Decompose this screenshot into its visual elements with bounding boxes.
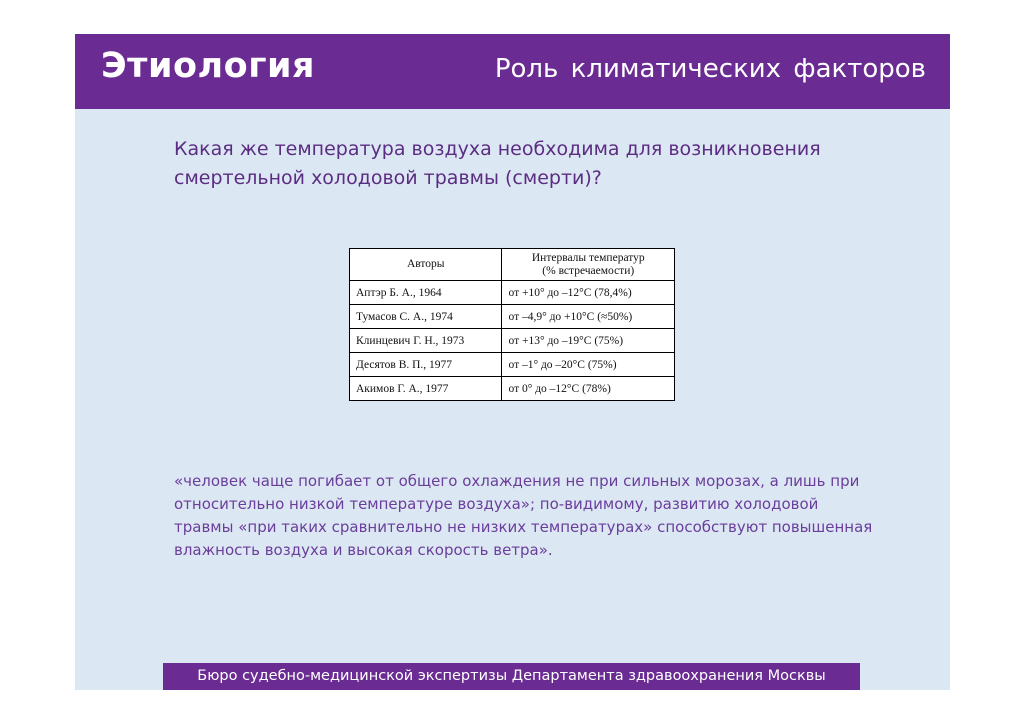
cell-author: Аптэр Б. А., 1964 [350, 281, 502, 305]
header-intervals-line2: (% встречаемости) [542, 264, 635, 277]
cell-interval: от +13° до –19°С (75%) [502, 329, 675, 353]
section-title: Этиология [101, 46, 316, 86]
header-authors: Авторы [350, 249, 502, 281]
slide-subtitle: Роль климатических факторов [494, 54, 926, 84]
temperature-table [349, 248, 675, 401]
question-text: Какая же температура воздуха необходима для возникновения смертельной холодовой травмы (смерти)? [174, 138, 821, 189]
slide [75, 34, 950, 690]
header-intervals-line1: Интервалы температур [531, 251, 645, 264]
cell-interval: от +10° до –12°С (78,4%) [502, 281, 675, 305]
cell-author: Тумасов С. А., 1974 [350, 305, 502, 329]
table-row [350, 353, 675, 377]
cell-interval: от –1° до –20°С (75%) [502, 353, 675, 377]
table-row [350, 377, 675, 401]
footer-bar: Бюро судебно-медицинской экспертизы Департамента здравоохранения Москвы [163, 663, 860, 690]
cell-interval: от –4,9° до +10°С (≈50%) [502, 305, 675, 329]
table-row [350, 281, 675, 305]
cell-interval: от 0° до –12°С (78%) [502, 377, 675, 401]
cell-author: Клинцевич Г. Н., 1973 [350, 329, 502, 353]
cell-author: Акимов Г. А., 1977 [350, 377, 502, 401]
cell-author: Десятов В. П., 1977 [350, 353, 502, 377]
header-bar [75, 34, 950, 109]
quote-text: «человек чаще погибает от общего охлаждения не при сильных морозах, а лишь при относительно низкой температуре воздуха»; по-видимому, развитию холодовой травмы «при таких сравнительно не низких температурах» способствуют повышенная влажность воздуха и высокая скорость ветра». [174, 472, 873, 559]
table-header-row [350, 249, 675, 281]
table-row [350, 329, 675, 353]
header-intervals [502, 249, 675, 281]
table-row [350, 305, 675, 329]
